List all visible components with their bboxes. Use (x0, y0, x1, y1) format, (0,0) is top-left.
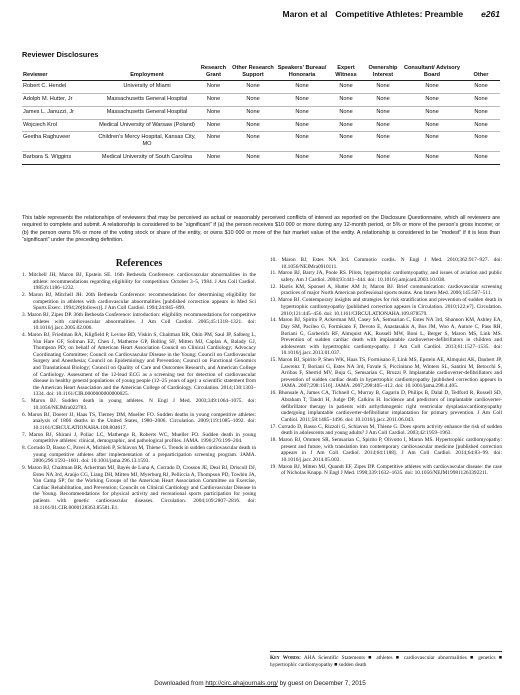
reference-item: 9. Maron BJ, Chaitman BR, Ackerman MJ, Bayés de Luna A, Corrado D, Crosson JE, Deal BJ, Driscoll DJ, Estes NA 3rd, Araújo CG, Liang DH, Mitten MJ, Myerburg RJ, Pelliccia A, Thompson PD, Towbin JA, Van Camp SP; for the Working Groups of the American Heart Association Committee on Exercise, Cardiac Rehabilitation, and Prevention; Councils on Clinical Cardiology and Cardiovascular Disease in the Young. Recommendations for physical activity and recreational sports participation for young patients with genetic cardiovascular diseases. Circulation. 2004;109:2807–2816. doi: 10.1161/01.CIR.0000128363.85581.E1. (22, 465, 256, 511)
disclosure-cell: None (197, 132, 230, 152)
disclosures-title: Reviewer Disclosures (22, 50, 99, 59)
employment-cell: Medical University of South Carolina (97, 151, 197, 164)
disclosure-cell: None (230, 119, 276, 132)
reference-item: 16. Bhonsale A, James CA, Tichnell C, Murray B, Gagarin D, Philips B, Dalal D, Tedford R, Russell SD, Abraham T, Tandri H, Judge DP, Calkins H. Incidence and predictors of implantable cardioverter-defibrillator therapy in patients with arrhythmogenic right ventricular dysplasia/cardiomyopathy undergoing implantable cardioverter-defibrillator implantation for primary prevention. J Am Coll Cardiol. 2011;58:1485–1496. doi: 10.1016/j.jacc.2011.06.043. (270, 390, 502, 423)
keywords-text: AHA Scientific Statements ■ athletes ■ cardiovascular abnormalities ■ genetics ■ hypertrophic cardiomyopathy ■ sudden death (270, 655, 502, 668)
page-number: e261 (481, 9, 500, 19)
disclosure-cell: None (230, 132, 276, 152)
reviewer-disclosures-table (22, 64, 500, 165)
disclosure-cell: None (328, 132, 364, 152)
table-row (22, 151, 500, 164)
reference-item: 12. Harris KM, Sponsel A, Hutter AM Jr, Maron BJ. Brief communication: cardiovascular screening practices of major North American professional sports teams. Ann Intern Med. 2006;145:507–511. (270, 283, 502, 297)
table-row (22, 81, 500, 94)
disclosure-cell: None (230, 81, 276, 94)
disclosure-cell: None (364, 81, 402, 94)
employment-cell: Massachusetts General Hospital (97, 106, 197, 119)
table-row (22, 132, 500, 152)
table-row (22, 106, 500, 119)
employment-cell: Massachusetts General Hospital (97, 93, 197, 106)
column-header: Employment (97, 64, 197, 81)
disclosure-cell: None (328, 119, 364, 132)
column-header: Reviewer (22, 64, 97, 81)
disclosure-cell: None (197, 81, 230, 94)
disclosure-table-footnote: This table represents the relationships of reviewers that may be perceived as actual or reasonably perceived conflicts of interest as reported on the Disclosure Questionnaire, which all reviewers are required to complete and submit. A relationship is considered to be “significant” if (a) the person receives $10 000 or more during any 12-month period, or 5% or more of the person's gross income; or (b) the person owns 5% or more of the voting stock or share of the entity, or owns $10 000 or more of the fair market value of the entity. A relationship is considered to be “modest” if it is less than “significant” under the preceding definition. (22, 215, 500, 243)
reference-item: 14. Maron BJ, Spirito P, Ackerman MJ, Casey SA, Semsarian C, Estes NA 3rd, Shannon KM, Ashley EA, Day SM, Pacileo G, Formisano F, Devoto E, Anastasakis A, Bos JM, Woo A, Autore C, Pass RH, Boriani G, Garberich RF, Almquist AK, Russell MW, Boni L, Berger S, Maron MS, Link MS. Prevention of sudden cardiac death with implantable cardioverter-defibrillators in children and adolescents with hypertrophic cardiomyopathy. J Am Coll Cardiol. 2013;61:1527–1535. doi: 10.1016/j.jacc.2013.01.037. (270, 317, 502, 357)
disclosure-cell: None (230, 106, 276, 119)
disclosure-cell: None (402, 93, 462, 106)
reference-item: 19. Maron BJ, Mitten MJ, Quandt EF, Zipes DP. Competitive athletes with cardiovascular disease: the case of Nicholas Knapp. N Engl J Med. 1998;339:1632–1635. doi: 10.1056/NEJM199811263392211. (270, 463, 502, 477)
disclosure-cell: None (462, 119, 500, 132)
references-left-column (22, 272, 256, 511)
reference-item: 15. Maron BJ, Spirito P, Shen WK, Haas TS, Formisano F, Link MS, Epstein AE, Almquist AK, Daubert JP, Lawrenz T, Boriani G, Estes NA 3rd, Favale S, Piccininno M, Winters SL, Santini M, Betocchi S, Arribas F, Sherrid MV, Buja G, Semsarian C, Bruzzi P. Implantable cardioverter-defibrillators and prevention of sudden cardiac death in hypertrophic cardiomyopathy [published correction appears in JAMA. 2007;298:1516]. JAMA. 2007;298:405–412. doi: 10.1001/jama.298.4.405. (270, 357, 502, 390)
reference-item: 8. Corrado D, Basso C, Pavei A, Michieli P, Schiavon M, Thiene G. Trends in sudden cardiovascular death in young competitive athletes after implementation of a preparticipation screening program. JAMA. 2006;296:1593–1601. doi: 10.1001/jama.296.13.1593. (22, 445, 256, 465)
footer-suffix: by guest on December 7, 2015 (279, 680, 366, 687)
employment-cell: Medical University of Warsaw (Poland) (97, 119, 197, 132)
disclosure-cell: None (462, 106, 500, 119)
download-footer (0, 680, 520, 687)
reference-item: 7. Maron BJ, Shirani J, Poliac LC, Mathenge R, Roberts WC, Mueller FO. Sudden death in young competitive athletes: clinical, demographic, and pathological profiles. JAMA. 1996;276:199–204. (22, 431, 256, 445)
reviewer-name-cell: Robert C. Hendel (22, 81, 97, 94)
disclosure-cell: None (462, 93, 500, 106)
disclosure-cell: None (197, 93, 230, 106)
employment-cell: Children's Mercy Hospital, Kansas City, MO (97, 132, 197, 152)
running-head (0, 9, 500, 19)
disclosure-cell: None (462, 151, 500, 164)
disclosure-cell: None (276, 151, 328, 164)
column-header: Consultant/ Advisory Board (402, 64, 462, 81)
running-head-authors: Maron et al (282, 9, 328, 19)
disclosure-cell: None (402, 132, 462, 152)
disclosure-cell: None (328, 93, 364, 106)
disclosure-cell: None (462, 132, 500, 152)
disclosure-cell: None (364, 93, 402, 106)
disclosure-cell: None (364, 151, 402, 164)
reference-item: 2. Maron BJ, Mitchell JH. 26th Bethesda Conference: recommendations for determining eligibility for competition in athletes with cardiovascular abnormalities [published correction appears in Med Sci Sports Exerc. 1994;26(follows)]. J Am Coll Cardiol. 1994;24:845–899. (22, 292, 256, 312)
disclosure-cell: None (364, 119, 402, 132)
reviewer-name-cell: Barbara S. Wiggins (22, 151, 97, 164)
column-header: Other (462, 64, 500, 81)
references-heading: References (115, 258, 163, 269)
employment-cell: University of Miami (97, 81, 197, 94)
table-row (22, 119, 500, 132)
disclosure-cell: None (276, 119, 328, 132)
reviewer-name-cell: James L. Januzzi, Jr (22, 106, 97, 119)
reference-item: 13. Maron BJ. Contemporary insights and strategies for risk stratification and prevention of sudden death in hypertrophic cardiomyopathy [published correction appears in Circulation. 2010;122:e7]. Circulation. 2010;121:445–456. doi: 10.1161/CIRCULATIONAHA.109.878579. (270, 297, 502, 317)
references-right-column (270, 257, 502, 477)
disclosure-cell: None (364, 132, 402, 152)
disclosure-cell: None (197, 151, 230, 164)
disclosure-cell: None (230, 93, 276, 106)
table-header-row (22, 64, 500, 81)
disclosure-cell: None (197, 119, 230, 132)
reviewer-name-cell: Wojciech Krol (22, 119, 97, 132)
disclosure-cell: None (230, 151, 276, 164)
disclosure-cell: None (328, 81, 364, 94)
column-header: Other Research Support (230, 64, 276, 81)
table-row (22, 93, 500, 106)
disclosure-cell: None (328, 151, 364, 164)
disclosure-cell: None (276, 132, 328, 152)
keywords-block (270, 651, 502, 668)
column-header: Speakers' Bureau/ Honoraria (276, 64, 328, 81)
footer-prefix: Downloaded from (154, 680, 204, 687)
reviewer-name-cell: Adolph M. Hutter, Jr (22, 93, 97, 106)
keywords-label: Key Words: (270, 655, 301, 661)
disclosure-cell: None (276, 93, 328, 106)
reference-item: 5. Maron BJ. Sudden death in young athletes. N Engl J Med. 2003;349:1064–1075. doi: 10.1056/NEJMra022783. (22, 398, 256, 411)
reference-item: 17. Corrado D, Basso C, Rizzoli G, Schiavon M, Thiene G. Does sports activity enhance the risk of sudden death in adolescents and young adults? J Am Coll Cardiol. 2003;42:1959–1963. (270, 423, 502, 437)
reference-item: 1. Mitchell JH, Maron BJ, Epstein SE. 16th Bethesda Conference: cardiovascular abnormalities in the athlete: recommendations regarding eligibility for competition: October 3–5, 1984. J Am Coll Cardiol. 1985;6:1186–1232. (22, 272, 256, 292)
reference-item: 3. Maron BJ, Zipes DP. 36th Bethesda Conference: introduction: eligibility recommendations for competitive athletes with cardiovascular abnormalities. J Am Coll Cardiol. 2005;45:1318–1321. doi: 10.1016/j.jacc.2005.02.006. (22, 312, 256, 332)
disclosure-cell: None (364, 106, 402, 119)
reference-item: 10. Maron BJ, Estes NA 3rd. Commotio cordis. N Engl J Med. 2010;362:917–927. doi: 10.1056/NEJMra0910111. (270, 257, 502, 270)
disclosure-cell: None (276, 81, 328, 94)
disclosure-cell: None (402, 81, 462, 94)
disclosure-cell: None (328, 106, 364, 119)
reviewer-name-cell: Geetha Raghuveer (22, 132, 97, 152)
column-header: Expert Witness (328, 64, 364, 81)
running-head-journal-title: Competitive Athletes: Preamble (335, 9, 464, 19)
disclosure-cell: None (402, 151, 462, 164)
disclosure-cell: None (197, 106, 230, 119)
disclosure-cell: None (276, 106, 328, 119)
disclosure-cell: None (462, 81, 500, 94)
disclosure-cell: None (402, 106, 462, 119)
column-header: Research Grant (197, 64, 230, 81)
reference-item: 18. Maron BJ, Ommen SR, Semsarian C, Spirito P, Olivotto I, Maron MS. Hypertrophic cardiomyopathy: present and future, with translation into contemporary cardiovascular medicine [published correction appears in J Am Coll Cardiol. 2014;64:1188]. J Am Coll Cardiol. 2014;64:83–99. doi: 10.1016/j.jacc.2014.05.003. (270, 436, 502, 463)
reference-item: 4. Maron BJ, Friedman RA, Kligfield P, Levine BD, Viskin S, Chaitman BR, Okin PM, Saul JP, Salberg L, Van Hare GF, Soliman EZ, Chen J, Matherne GP, Bolling SF, Mitten MJ, Caplan A, Balady GJ, Thompson PD; on behalf of American Heart Association Council on Clinical Cardiology; Advocacy Coordinating Committee; Council on Cardiovascular Disease in the Young; Council on Cardiovascular Surgery and Anesthesia; Council on Epidemiology and Prevention; Council on Functional Genomics and Translational Biology; Council on Quality of Care and Outcomes Research, and American College of Cardiology. Assessment of the 12-lead ECG as a screening test for detection of cardiovascular disease in healthy general populations of young people (12–25 years of age): a scientific statement from the American Heart Association and the American College of Cardiology. Circulation. 2014;130:1303–1334. doi: 10.1161/CIR.0000000000000025. (22, 332, 256, 398)
disclosure-cell: None (402, 119, 462, 132)
journal-link[interactable]: http://circ.ahajournals.org/ (205, 680, 278, 687)
reference-item: 6. Maron BJ, Doerer JJ, Haas TS, Tierney DM, Mueller FO. Sudden deaths in young competitive athletes: analysis of 1866 deaths in the United States, 1980–2006. Circulation. 2009;119:1085–1092. doi: 10.1161/CIRCULATIONAHA.108.804617. (22, 411, 256, 431)
reference-item: 11. Maron BJ, Barry JA, Poole RS. Pilots, hypertrophic cardiomyopathy, and issues of aviation and public safety. Am J Cardiol. 2004;93:441–444. doi: 10.1016/j.amjcard.2003.10.038. (270, 270, 502, 284)
column-header: Ownership Interest (364, 64, 402, 81)
